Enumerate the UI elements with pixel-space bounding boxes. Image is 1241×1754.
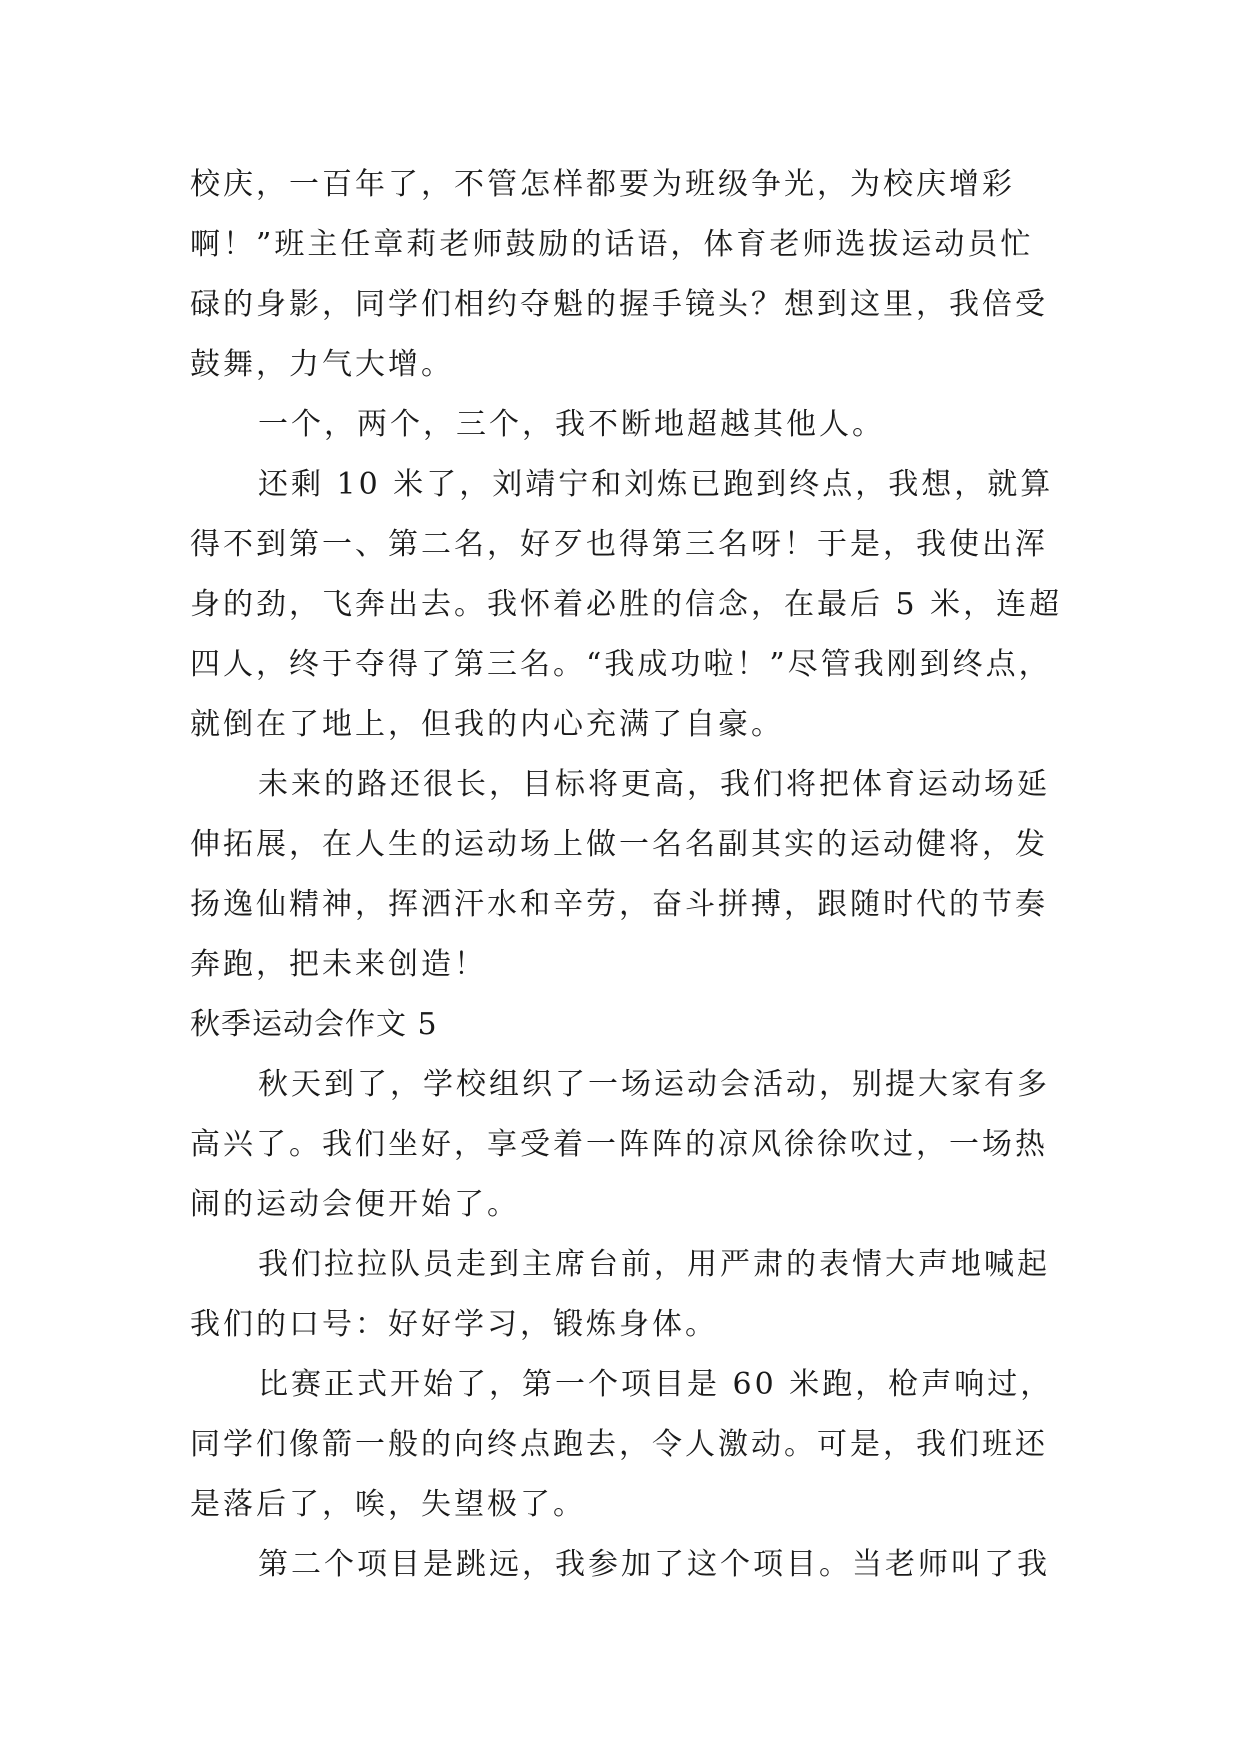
paragraph [190,155,1060,395]
text-line: 奔跑，把未来创造！ [190,947,487,982]
text-line: 闹的运动会便开始了。 [190,1187,520,1222]
paragraph [190,455,1063,755]
text-line: 第二个项目是跳远，我参加了这个项目。当老师叫了我 [258,1547,1050,1582]
paragraph [190,1355,1060,1535]
text-line: 身的劲，飞奔出去。我怀着必胜的信念，在最后 5 米，连超 [190,587,1063,622]
section-heading [190,995,1060,1055]
paragraph [190,1535,1060,1595]
text-line: 一个，两个，三个，我不断地超越其他人。 [258,407,885,442]
text-line: 啊！”班主任章莉老师鼓励的话语，体育老师选拔运动员忙 [190,227,1034,262]
document-body [190,155,1063,1595]
text-line: 校庆，一百年了，不管怎样都要为班级争光，为校庆增彩 [190,167,1015,202]
text-line: 我们拉拉队员走到主席台前，用严肃的表情大声地喊起 [258,1247,1050,1282]
text-line: 伸拓展，在人生的运动场上做一名名副其实的运动健将，发 [190,827,1048,862]
text-line: 比赛正式开始了，第一个项目是 60 米跑，枪声响过， [258,1367,1054,1402]
text-line: 就倒在了地上，但我的内心充满了自豪。 [190,707,784,742]
paragraph [190,1235,1060,1355]
text-line: 鼓舞，力气大增。 [190,347,454,382]
text-line: 得不到第一、第二名，好歹也得第三名呀！于是，我使出浑 [190,527,1048,562]
heading-text: 秋季运动会作文 5 [190,1007,438,1042]
text-line: 还剩 10 米了，刘靖宁和刘炼已跑到终点，我想，就算 [258,467,1054,502]
paragraph [190,1055,1060,1235]
text-line: 四人，终于夺得了第三名。“我成功啦！”尽管我刚到终点， [190,647,1052,682]
paragraph [190,395,1060,455]
paragraph [190,755,1060,995]
text-line: 碌的身影，同学们相约夺魁的握手镜头？想到这里，我倍受 [190,287,1048,322]
text-line: 扬逸仙精神，挥洒汗水和辛劳，奋斗拼搏，跟随时代的节奏 [190,887,1048,922]
text-line: 是落后了，唉，失望极了。 [190,1487,586,1522]
text-line: 同学们像箭一般的向终点跑去，令人激动。可是，我们班还 [190,1427,1048,1462]
text-line: 秋天到了，学校组织了一场运动会活动，别提大家有多 [258,1067,1050,1102]
text-line: 我们的口号：好好学习，锻炼身体。 [190,1307,718,1342]
text-line: 未来的路还很长，目标将更高，我们将把体育运动场延 [258,767,1050,802]
text-line: 高兴了。我们坐好，享受着一阵阵的凉风徐徐吹过，一场热 [190,1127,1048,1162]
